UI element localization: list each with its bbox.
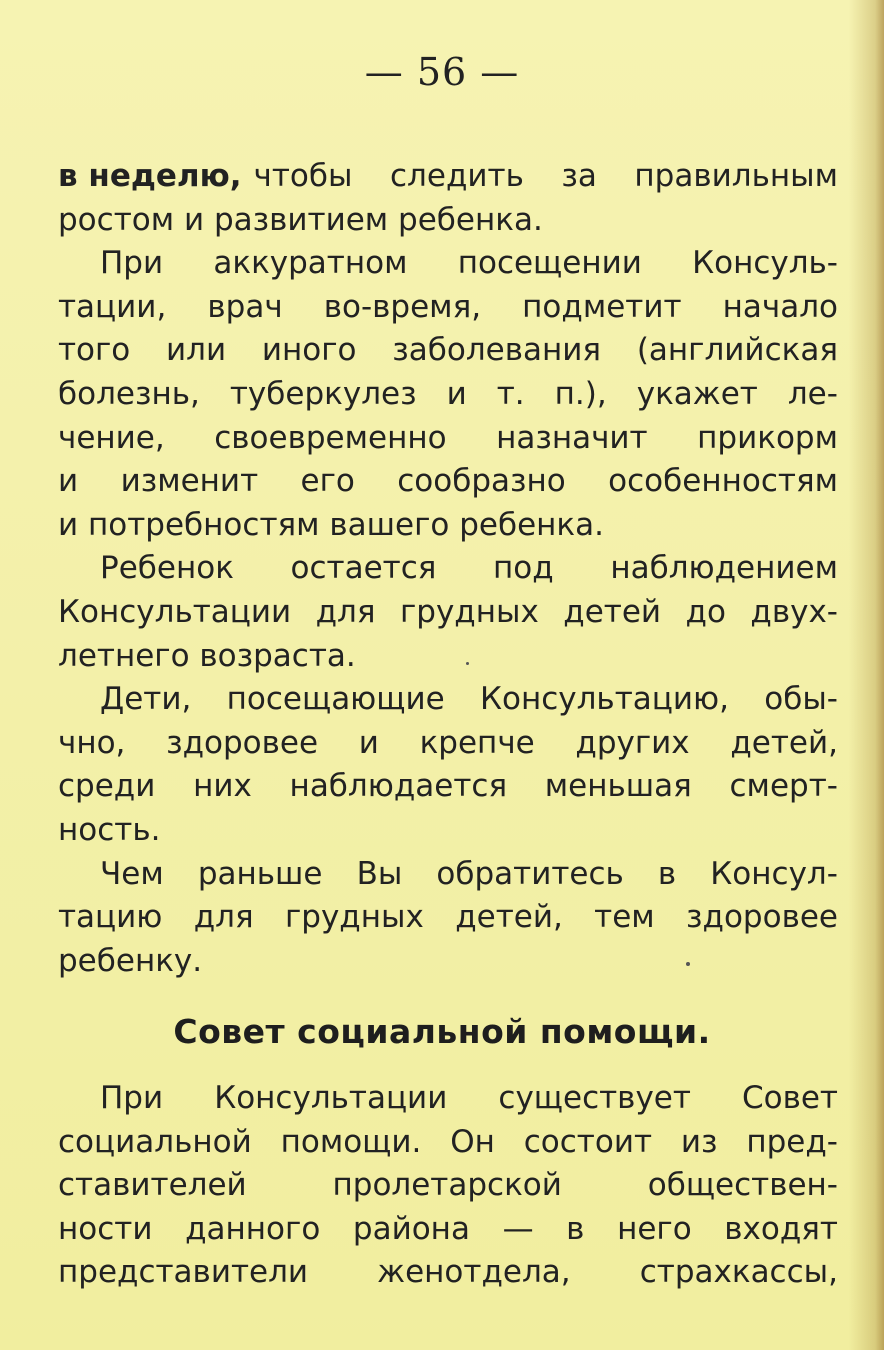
word: и <box>58 463 79 500</box>
print-speck <box>686 962 690 966</box>
word: обы- <box>764 681 838 718</box>
text-line <box>58 591 838 635</box>
word: страхкассы, <box>639 1254 838 1291</box>
text-line <box>58 242 838 286</box>
word: Ребенок <box>100 550 234 587</box>
word: во-время, <box>323 288 482 325</box>
word: или <box>166 332 227 369</box>
word: следить <box>390 158 524 194</box>
word: помощи. <box>280 1123 422 1160</box>
word: грудных <box>399 593 539 630</box>
text-line <box>58 373 838 417</box>
word: Совет <box>741 1080 838 1116</box>
word: в <box>566 1210 585 1247</box>
word: правильным <box>634 158 838 194</box>
word: изменит <box>120 463 259 500</box>
word: социальной <box>58 1123 252 1160</box>
word: Консультацию, <box>479 681 729 718</box>
section-heading: Совет социальной помощи. <box>173 1012 711 1051</box>
word: детей <box>563 593 662 630</box>
text-line <box>58 1164 838 1208</box>
word: здоровее <box>686 899 838 936</box>
word: врач <box>207 288 283 325</box>
word: двух- <box>750 593 838 630</box>
word: начало <box>722 288 838 325</box>
page-number: — 56 — <box>364 50 520 94</box>
word: обратитесь <box>436 855 624 892</box>
word: других <box>575 724 690 761</box>
word: здоровее <box>166 724 319 761</box>
word: п.), <box>554 375 607 412</box>
word: посещающие <box>226 681 445 718</box>
section-text-block <box>58 1077 838 1295</box>
word: иного <box>261 332 357 369</box>
word: Чем <box>100 855 164 892</box>
word: болезнь, <box>58 375 200 412</box>
word: и <box>446 375 467 412</box>
text-line <box>58 547 838 591</box>
word: своевременно <box>214 419 447 456</box>
word: под <box>493 550 554 587</box>
word: Он <box>450 1123 495 1160</box>
word: пред- <box>746 1123 838 1160</box>
word: среди <box>58 768 156 805</box>
text-line: ребенку. <box>58 942 203 979</box>
text-line <box>58 460 838 504</box>
text-line <box>58 329 838 373</box>
text-line <box>58 1077 838 1121</box>
word: до <box>685 593 726 630</box>
word: ставителей <box>58 1167 247 1204</box>
word: Дети, <box>100 681 192 718</box>
word: из <box>680 1123 718 1160</box>
word: Вы <box>356 855 403 892</box>
word: — <box>502 1210 534 1247</box>
word: детей, <box>730 724 838 761</box>
word: туберкулез <box>229 375 417 412</box>
word: района <box>352 1210 470 1247</box>
word: подметит <box>522 288 682 325</box>
word: детей, <box>455 899 563 936</box>
word: При <box>100 245 164 282</box>
word: наблюдается <box>289 768 508 805</box>
word: состоит <box>523 1123 653 1160</box>
word: Консультации <box>58 593 292 630</box>
word: наблюдением <box>610 550 838 587</box>
word: аккуратном <box>213 245 408 282</box>
word: При <box>100 1080 164 1116</box>
word: в <box>657 855 677 892</box>
text-line <box>58 765 838 809</box>
word: тацию <box>58 899 163 936</box>
word: назначит <box>496 419 648 456</box>
word: Консуль- <box>692 245 838 282</box>
word: меньшая <box>544 768 692 805</box>
word: существует <box>498 1080 691 1116</box>
word: ле- <box>787 375 838 412</box>
word: сообразно <box>397 463 566 500</box>
word: т. <box>496 375 525 412</box>
word: данного <box>185 1210 321 1247</box>
text-line <box>58 722 838 766</box>
word: тации, <box>58 288 167 325</box>
text-line: и потребностям вашего ребенка. <box>58 506 604 543</box>
word: того <box>58 332 131 369</box>
text-line <box>58 417 838 461</box>
text-line <box>58 286 838 330</box>
word: них <box>193 768 252 805</box>
word: за <box>561 158 597 194</box>
word: его <box>300 463 355 500</box>
text-line <box>58 853 838 897</box>
word: особенностям <box>608 463 838 500</box>
word: чно, <box>58 724 126 761</box>
text-line <box>58 155 838 199</box>
text-line <box>58 678 838 722</box>
word: женотдела, <box>377 1254 571 1291</box>
print-speck <box>466 662 469 665</box>
word: раньше <box>197 855 323 892</box>
text-line: летнего возраста. <box>58 637 356 674</box>
text-line <box>58 896 838 940</box>
word: грудных <box>285 899 424 936</box>
word: Консультации <box>214 1080 448 1116</box>
word: ности <box>58 1210 153 1247</box>
word: чтобы <box>253 158 353 194</box>
word: и <box>358 724 379 761</box>
text-line <box>58 1121 838 1165</box>
word: для <box>193 899 254 936</box>
word: посещении <box>457 245 642 282</box>
word: заболевания <box>392 332 602 369</box>
word: него <box>617 1210 692 1247</box>
text-line <box>58 1208 838 1252</box>
word: для <box>315 593 376 630</box>
word: (английская <box>636 332 838 369</box>
text-line <box>58 1251 838 1295</box>
word: смерт- <box>729 768 838 805</box>
word: прикорм <box>697 419 838 456</box>
text-fragment <box>254 155 838 199</box>
word: обществен- <box>647 1167 838 1204</box>
text-line: ростом и развитием ребенка. <box>58 201 543 238</box>
word: остается <box>290 550 437 587</box>
bold-text-fragment: в неделю, <box>58 158 242 194</box>
word: тем <box>594 899 655 936</box>
word: входят <box>724 1210 838 1247</box>
word: представители <box>58 1254 309 1291</box>
word: укажет <box>636 375 758 412</box>
main-text-block <box>58 155 838 983</box>
word: крепче <box>419 724 535 761</box>
word: чение, <box>58 419 165 456</box>
text-line: ность. <box>58 811 161 848</box>
word: Консул- <box>710 855 838 892</box>
word: пролетарской <box>332 1167 562 1204</box>
